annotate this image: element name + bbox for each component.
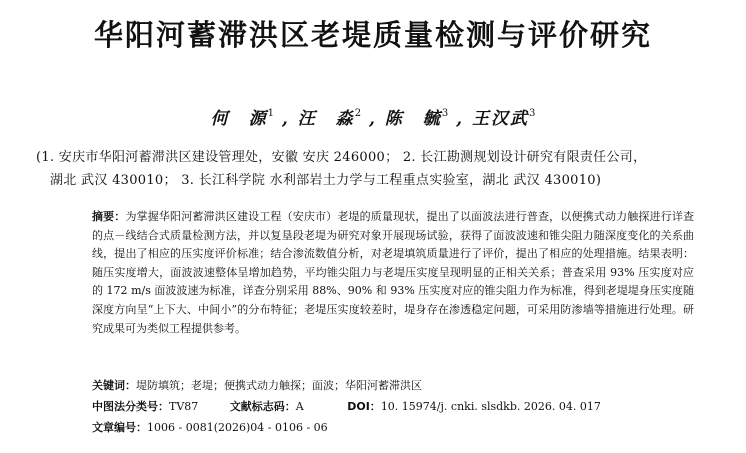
clc-value: TV87 [169,400,199,413]
keywords [92,377,694,395]
article-number-label: 文章编号： [92,421,147,434]
abstract-label: 摘要： [92,210,126,223]
affiliations [36,146,726,192]
keywords-text: 堤防填筑；老堤；便携式动力触探；面波；华阳河蓄滞洪区 [136,379,422,392]
author-name: 陈 毓 [384,109,442,129]
author-affiliation-mark: 2 [354,108,362,119]
keywords-label: 关键词： [92,379,136,392]
affiliation-line: (1. 安庆市华阳河蓄滞洪区建设管理处，安徽 安庆 246000； 2. 长江勘测规划设计研究有限责任公司， [36,150,647,165]
article-number [92,419,694,437]
author-affiliation-mark: 3 [529,108,536,119]
doi-label: DOI： [347,400,381,413]
clc-label: 中图法分类号： [92,400,169,413]
author-affiliation-mark: 1 [267,108,274,119]
abstract-text: 为掌握华阳河蓄滞洪区建设工程（安庆市）老堤的质量现状，提出了以面波法进行普查，以便携式动力触探进行详查的点－线结合式质量检测方法，并以复垦段老堤为研究对象开展现场试验，获得了面波波速和锥尖阻力随深度变化的关系曲线，提出了相应的压实度评价标准；结合渗流数值分析，对老堤填筑质量进行了评价，提出了相应的处理措施。结果表明：随压实度增大，面波波速整体呈增加趋势，平均锥尖阻力与老堤压实度呈现明显的正相关关系；普查采用 93% 压实度对应的 172 m/s 面波波速为标准，详查分别采用 88%、90% 和 93% 压实度对应的锥尖阻力作为标准，得到老堤堤身压实度随深度方向呈“上下大、中间小”的分布特征；老堤压实度较差时，堤身存在渗透稳定问题，可采用防渗墙等措施进行处理。研究成果可为类似工程提供参考。 [92,210,694,335]
document-code-value: A [295,400,304,413]
document-code-label: 文献标志码： [229,400,296,413]
author-affiliation-mark: 3 [441,108,449,119]
author-line [0,104,746,129]
author-separator: , [448,109,465,129]
affiliation-line: 湖北 武汉 430010； 3. 长江科学院 水利部岩土力学与工程重点实验室，湖北 武汉 430010) [50,173,602,188]
doi-value: 10. 15974/j. cnki. slsdkb. 2026. 04. 017 [380,400,601,413]
paper-title: 华阳河蓄滞洪区老堤质量检测与评价研究 [93,18,652,52]
author-separator: , [273,109,290,129]
classification-line [92,398,694,416]
author-name: 何 源 [210,109,268,129]
abstract [92,208,694,338]
author-separator: , [361,109,377,129]
author-name: 汪 淼 [297,109,355,129]
author-name: 王汉武 [472,109,530,129]
article-number-value: 1006 - 0081(2026)04 - 0106 - 06 [147,421,328,434]
